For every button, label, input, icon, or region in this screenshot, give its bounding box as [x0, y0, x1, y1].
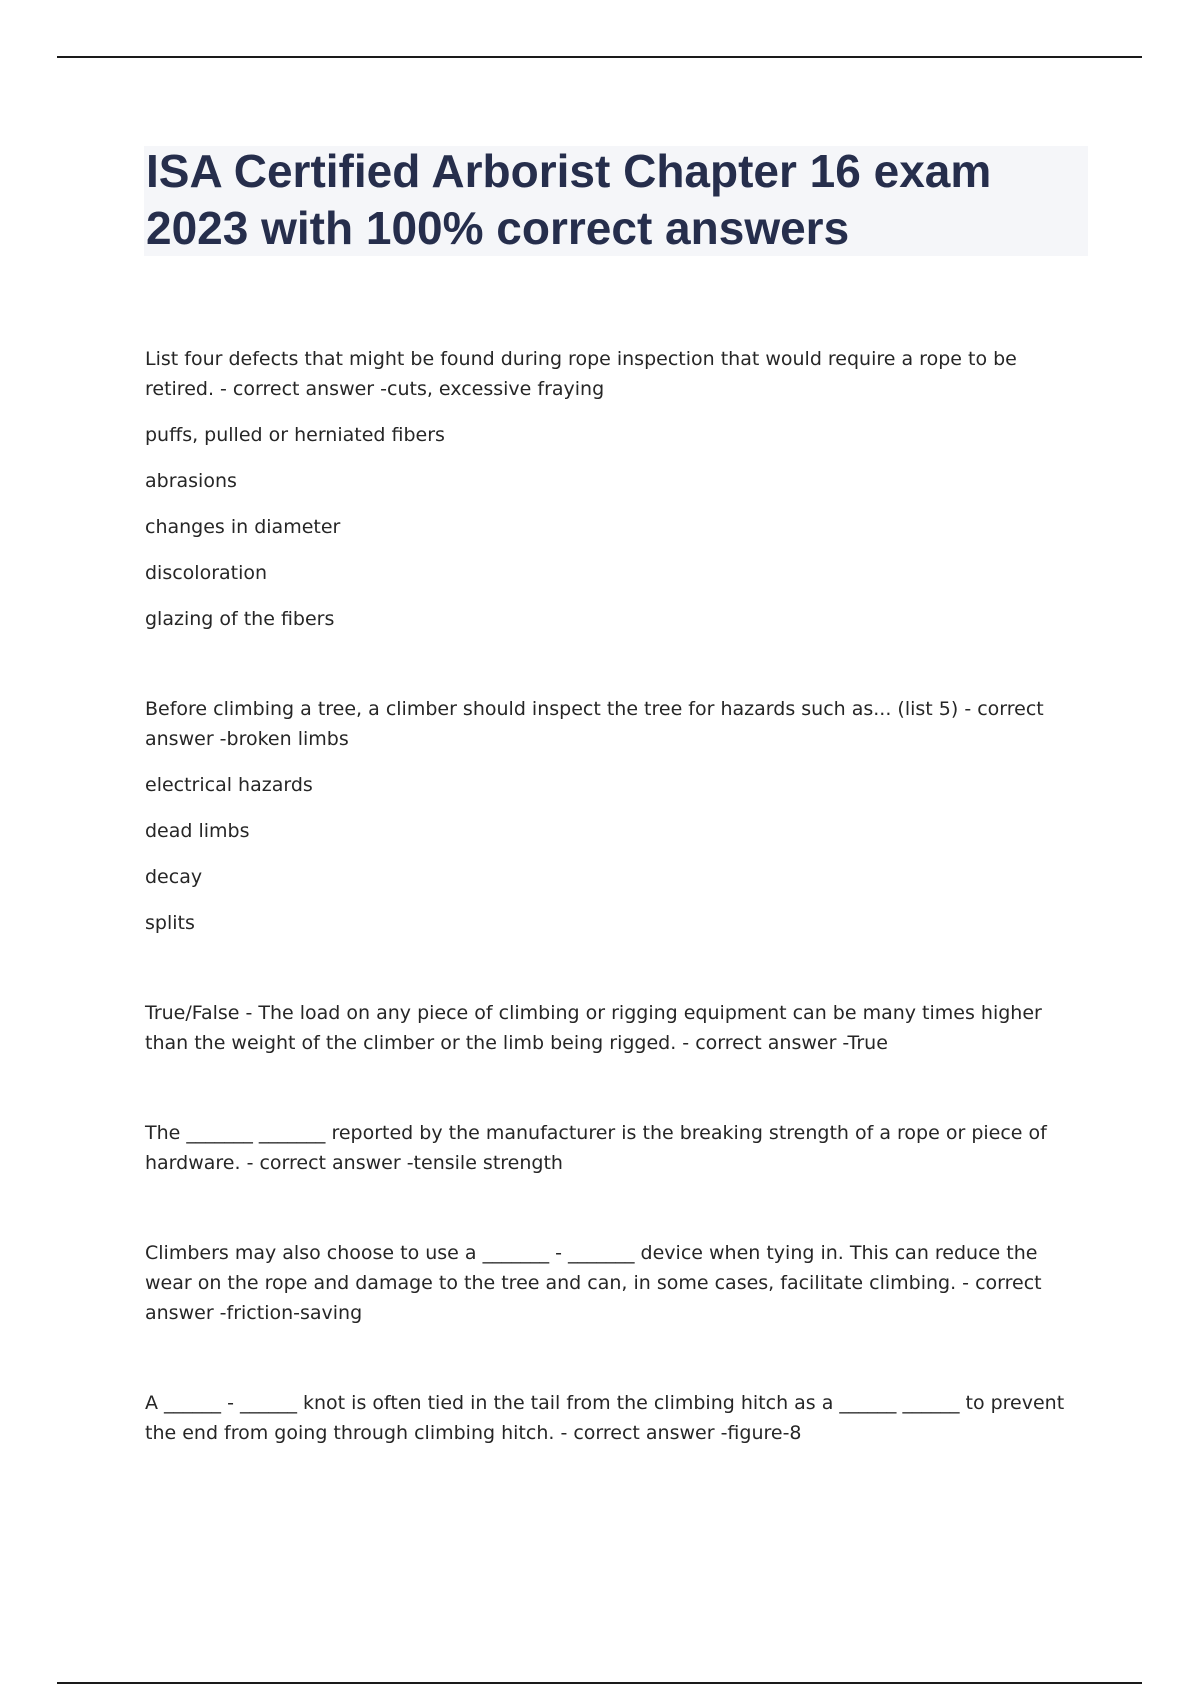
answer-line: changes in diameter [145, 516, 341, 538]
question-block [145, 998, 1090, 1058]
bottom-rule [57, 1682, 1142, 1684]
section-gap [145, 955, 1090, 998]
question-text: List four defects that might be found during rope inspection that would require a rope to be retired. - correct answer -cuts, excessive fraying [145, 348, 1017, 400]
answer-line: electrical hazards [145, 774, 313, 796]
question-text: A ______ - ______ knot is often tied in the tail from the climbing hitch as a ______ ______ to prevent the end from going through climbing hitch. - correct answer -figure-8 [145, 1392, 1065, 1444]
question-block [145, 344, 1090, 634]
answer-line: decay [145, 866, 203, 888]
answer-line: abrasions [145, 470, 237, 492]
top-rule [57, 56, 1142, 58]
answer-line: discoloration [145, 562, 268, 584]
question-text: Climbers may also choose to use a _______ - _______ device when tying in. This can reduce the wear on the rope and damage to the tree and can, in some cases, facilitate climbing. - correct answer -friction-saving [145, 1242, 1042, 1324]
question-block [145, 694, 1090, 938]
question-block [145, 1118, 1090, 1178]
question-text: The _______ _______ reported by the manufacturer is the breaking strength of a rope or piece of hardware. - correct answer -tensile strength [145, 1122, 1047, 1174]
answer-line: splits [145, 912, 195, 934]
answer-line: puffs, pulled or herniated fibers [145, 424, 445, 446]
question-block [145, 1238, 1090, 1328]
answer-line: dead limbs [145, 820, 250, 842]
section-gap [145, 1075, 1090, 1118]
section-gap [145, 1345, 1090, 1388]
question-block [145, 1388, 1090, 1448]
section-gap [145, 1195, 1090, 1238]
section-gap [145, 651, 1090, 694]
question-text: Before climbing a tree, a climber should inspect the tree for hazards such as... (list 5) - correct answer -broken limbs [145, 698, 1044, 750]
document-title: ISA Certified Arborist Chapter 16 exam 2023 with 100% correct answers [146, 145, 992, 254]
answer-line: glazing of the fibers [145, 608, 335, 630]
document-body [145, 344, 1090, 1465]
question-text: True/False - The load on any piece of climbing or rigging equipment can be many times higher than the weight of the climber or the limb being rigged. - correct answer -True [145, 1002, 1042, 1054]
